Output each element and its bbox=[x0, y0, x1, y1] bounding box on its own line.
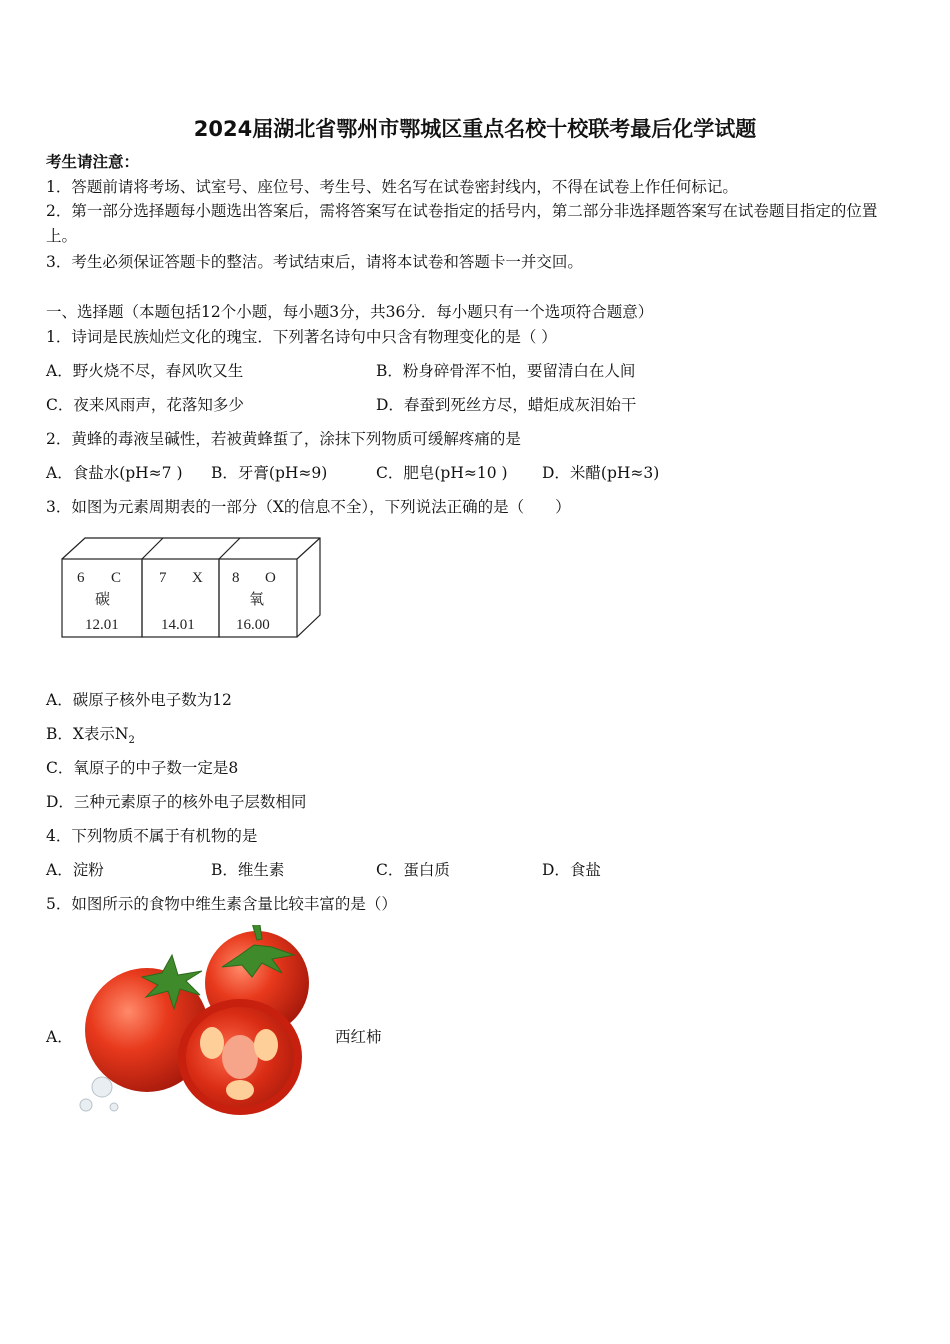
pt-c-name: 碳 bbox=[95, 590, 111, 608]
q1-option-d: D．春蚕到死丝方尽，蜡炬成灰泪始干 bbox=[376, 396, 637, 414]
q2-option-a: A．食盐水(pH≈7 ) bbox=[46, 464, 183, 482]
q3-option-b-subscript: 2 bbox=[128, 735, 135, 747]
q1-option-c: C．夜来风雨声，花落知多少 bbox=[46, 396, 244, 414]
q1-option-a: A．野火烧不尽，春风吹又生 bbox=[46, 362, 244, 380]
pt-o-number: 8 bbox=[232, 570, 240, 586]
q5-option-a-letter: A． bbox=[46, 1028, 73, 1046]
q1-stem: 1．诗词是民族灿烂文化的瑰宝．下列著名诗句中只含有物理变化的是（ ） bbox=[46, 328, 557, 346]
notice-item-2: 2．第一部分选择题每小题选出答案后，需将答案写在试卷指定的括号内，第二部分非选择题答案写在试卷题目指定的位置上。 bbox=[46, 202, 878, 245]
pt-c-symbol: C bbox=[111, 570, 122, 586]
q2-stem: 2．黄蜂的毒液呈碱性，若被黄蜂蜇了，涂抹下列物质可缓解疼痛的是 bbox=[46, 430, 521, 448]
q2-option-b: B．牙膏(pH≈9) bbox=[211, 464, 328, 482]
q5-option-a-label: 西红柿 bbox=[335, 1028, 382, 1046]
notice-heading: 考生请注意： bbox=[46, 152, 140, 171]
q4-option-b: B．维生素 bbox=[211, 861, 285, 879]
q2-option-d: D．米醋(pH≈3) bbox=[542, 464, 660, 482]
q4-option-a: A．淀粉 bbox=[46, 861, 104, 879]
pt-c-number: 6 bbox=[77, 570, 85, 586]
q4-option-c: C．蛋白质 bbox=[376, 861, 450, 879]
pt-o-name: 氧 bbox=[249, 590, 265, 608]
q5-stem: 5．如图所示的食物中维生素含量比较丰富的是（） bbox=[46, 895, 397, 913]
tomato-image bbox=[72, 925, 317, 1125]
q3-stem: 3．如图为元素周期表的一部分（X的信息不全），下列说法正确的是（ ） bbox=[46, 498, 571, 516]
notice-item-1: 1．答题前请将考场、试室号、座位号、考生号、姓名写在试卷密封线内，不得在试卷上作任何标记。 bbox=[46, 178, 738, 196]
q3-option-a: A．碳原子核外电子数为12 bbox=[46, 691, 232, 709]
q1-option-b: B．粉身碎骨浑不怕，要留清白在人间 bbox=[376, 362, 636, 380]
pt-c-mass: 12.01 bbox=[85, 617, 119, 633]
q3-option-b-text: B．X表示N bbox=[46, 725, 129, 743]
q3-option-b bbox=[46, 724, 135, 751]
pt-x-mass: 14.01 bbox=[161, 617, 195, 633]
section-heading: 一、选择题（本题包括12个小题，每小题3分，共36分．每小题只有一个选项符合题意） bbox=[46, 303, 654, 321]
pt-o-mass: 16.00 bbox=[236, 617, 270, 633]
pt-o-symbol: O bbox=[265, 570, 276, 586]
notice-item-3: 3．考生必须保证答题卡的整洁。考试结束后，请将本试卷和答题卡一并交回。 bbox=[46, 253, 583, 271]
pt-x-symbol: X bbox=[192, 570, 203, 586]
periodic-table-figure bbox=[55, 534, 330, 644]
q4-option-d: D．食盐 bbox=[542, 861, 601, 879]
q3-option-d: D．三种元素原子的核外电子层数相同 bbox=[46, 793, 307, 811]
q4-stem: 4．下列物质不属于有机物的是 bbox=[46, 827, 258, 845]
page-title: 2024届湖北省鄂州市鄂城区重点名校十校联考最后化学试题 bbox=[193, 117, 757, 141]
pt-x-number: 7 bbox=[159, 570, 167, 586]
q3-option-c: C．氧原子的中子数一定是8 bbox=[46, 759, 239, 777]
q2-option-c: C．肥皂(pH≈10 ) bbox=[376, 464, 508, 482]
